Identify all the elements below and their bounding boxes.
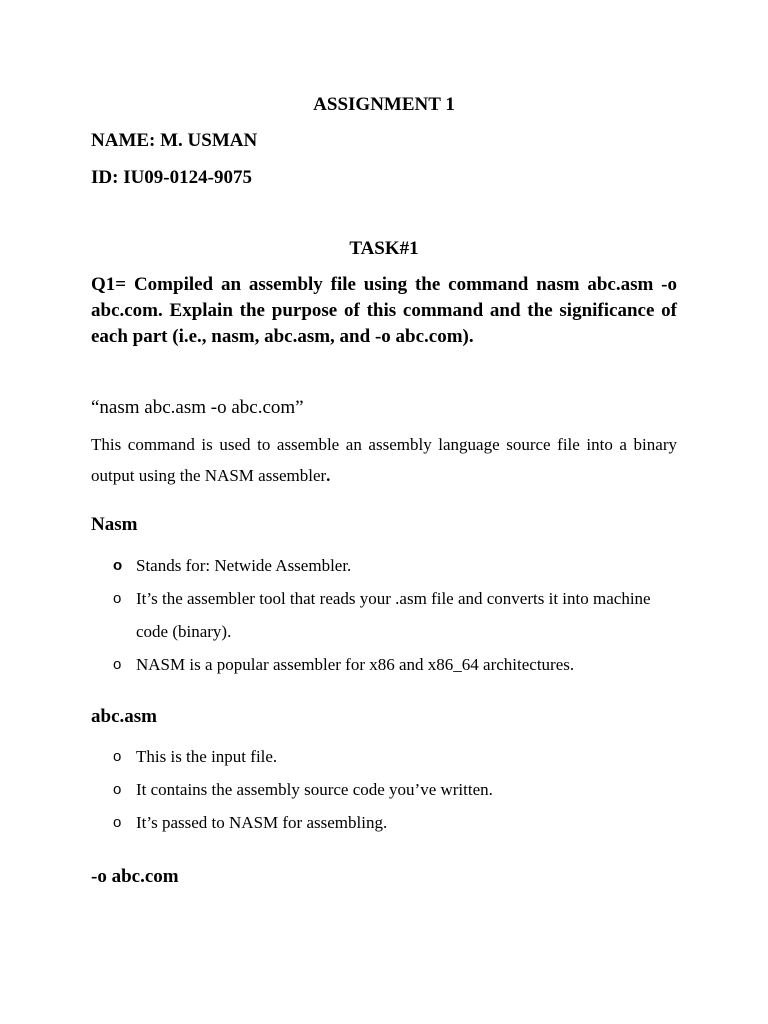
intro-paragraph: [91, 429, 677, 491]
list-item: [0, 773, 686, 806]
bullet-list-nasm: [0, 549, 768, 681]
list-item: [0, 648, 686, 681]
section-heading-nasm: Nasm: [91, 514, 138, 535]
bullet-marker-icon: o: [113, 590, 122, 607]
list-item: [0, 806, 686, 839]
intro-period: .: [326, 466, 331, 485]
section-heading-output-flag: -o abc.com: [91, 866, 179, 887]
task-heading: TASK#1: [349, 238, 419, 259]
list-item-text: It contains the assembly source code you’ve written.: [136, 780, 493, 799]
bullet-marker-icon: o: [113, 814, 122, 831]
bullet-marker-icon: o: [113, 557, 123, 574]
bullet-marker-icon: o: [113, 748, 122, 765]
list-item-text: It’s the assembler tool that reads your .asm file and converts it into machine code (binary).: [136, 589, 651, 641]
student-id: ID: IU09-0124-9075: [91, 167, 252, 188]
list-item: [0, 549, 686, 582]
list-item-text: Stands for: Netwide Assembler.: [136, 556, 352, 575]
list-item: [0, 582, 686, 648]
command-quote: “nasm abc.asm -o abc.com”: [91, 397, 304, 418]
list-item-text: This is the input file.: [136, 747, 278, 766]
list-item: [0, 740, 686, 773]
list-item-text: NASM is a popular assembler for x86 and x86_64 architectures.: [136, 655, 575, 674]
question-text: Q1= Compiled an assembly file using the command nasm abc.asm -o abc.com. Explain the purpose of this command and the significance of each part (i.e., nasm, abc.asm, and -o abc.com).: [91, 274, 677, 347]
bullet-marker-icon: o: [113, 656, 122, 673]
list-item-text: It’s passed to NASM for assembling.: [136, 813, 388, 832]
assignment-title: ASSIGNMENT 1: [313, 94, 455, 115]
bullet-list-abc-asm: [0, 740, 768, 839]
intro-text: This command is used to assemble an assembly language source file into a binary output using the NASM assembler: [91, 435, 677, 485]
section-heading-abc-asm: abc.asm: [91, 706, 157, 727]
student-name: NAME: M. USMAN: [91, 130, 258, 151]
bullet-marker-icon: o: [113, 781, 122, 798]
